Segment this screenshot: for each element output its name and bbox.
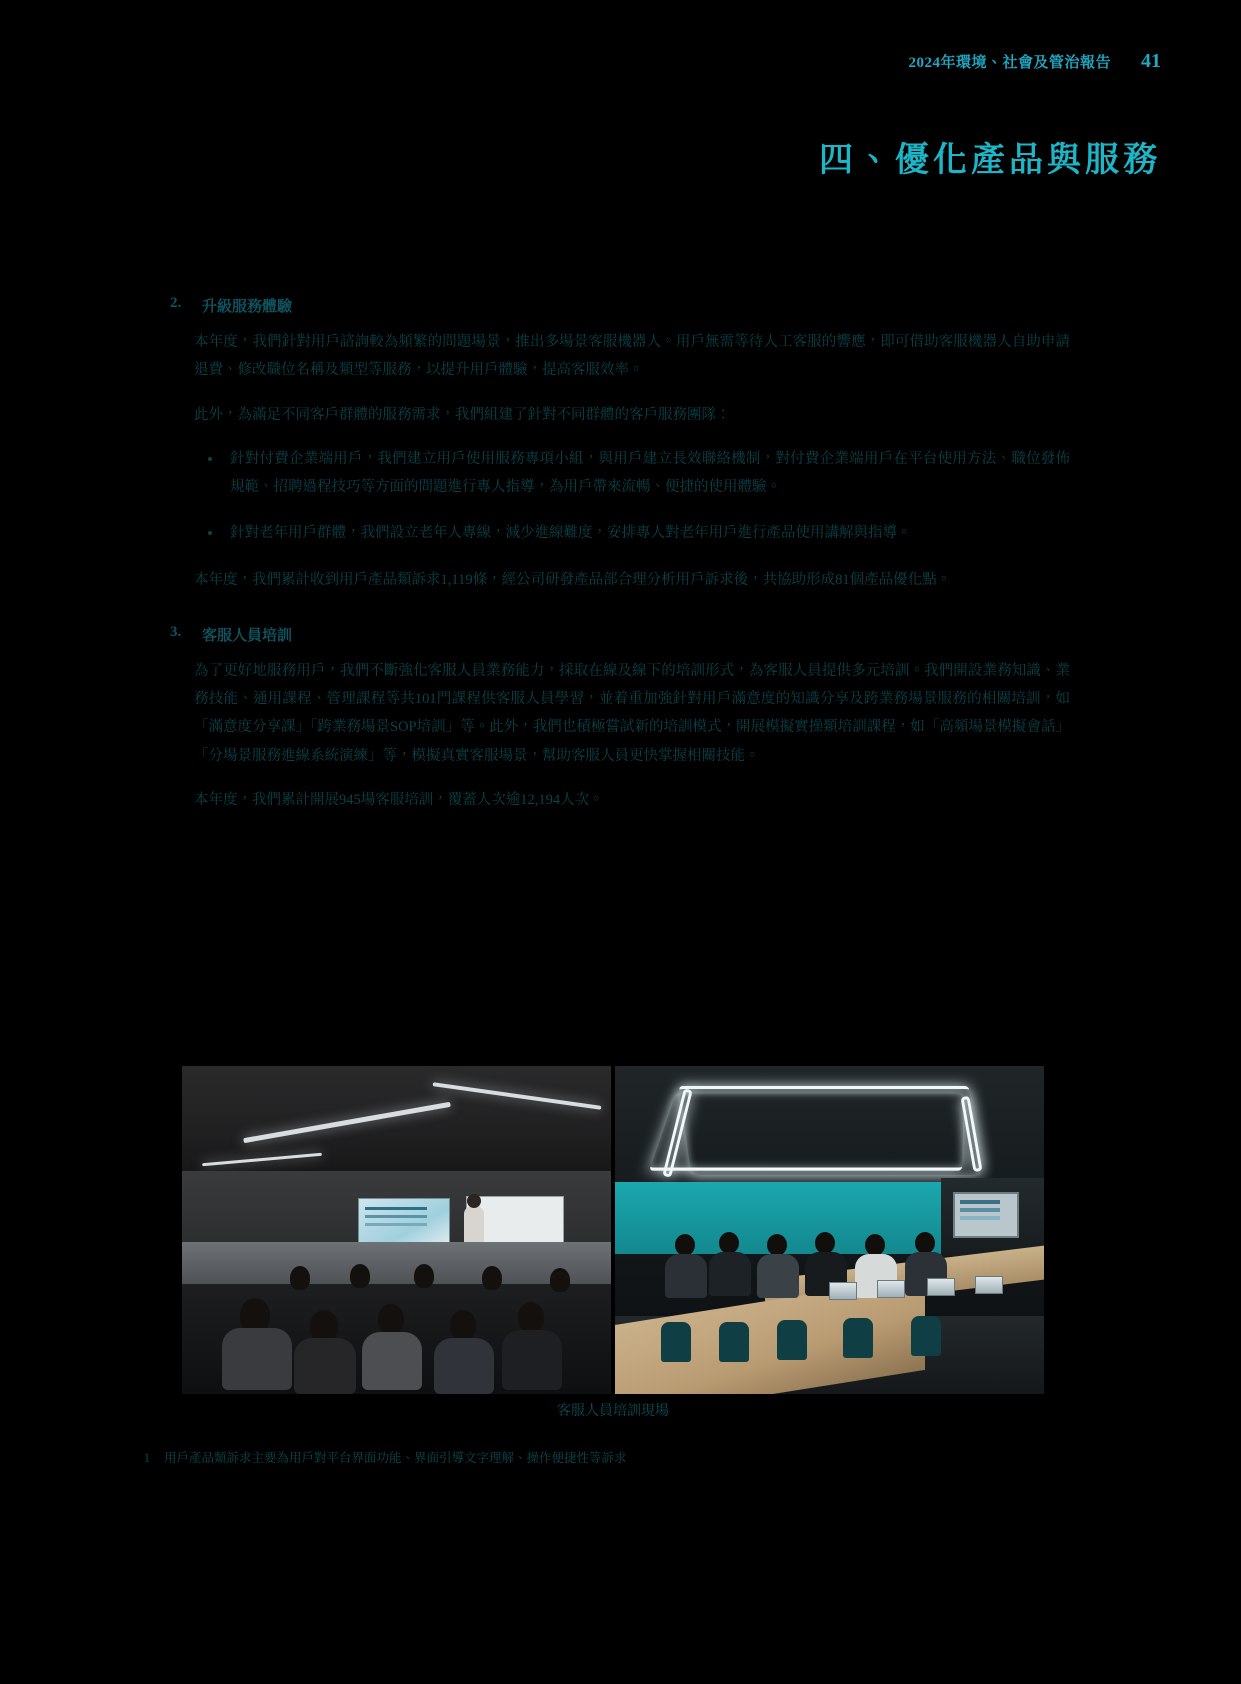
photo-attendee: [350, 1264, 370, 1288]
photo-attendee: [719, 1232, 739, 1254]
section-heading-3: [170, 624, 1070, 645]
photo-attendee: [915, 1232, 935, 1254]
photo-laptop: [927, 1278, 955, 1296]
photo-attendee: [757, 1254, 799, 1298]
section-number-3: 3.: [170, 623, 182, 640]
photo-attendee: [378, 1304, 404, 1334]
photo-attendee: [222, 1328, 292, 1390]
photo-laptop: [829, 1282, 857, 1300]
photo-attendee: [482, 1266, 502, 1290]
footnote-mark: 1: [143, 1451, 150, 1465]
photo-attendee: [709, 1252, 751, 1296]
figure-caption: 客服人員培訓現場: [557, 1404, 669, 1419]
photo-attendee: [815, 1232, 835, 1254]
list-item: 針對老年用戶群體，我們設立老年人專線，減少進線難度，安排專人對老年用戶進行產品使用講解與指導。: [194, 519, 1070, 547]
section-title-2: 升級服務體驗: [202, 299, 293, 315]
photo-chair: [777, 1320, 807, 1360]
photo-attendee: [414, 1264, 434, 1288]
list-item: 針對付費企業端用戶，我們建立用戶使用服務專項小組，與用戶建立長效聯絡機制，對付費企業端用戶在平台使用方法、職位發佈規範、招聘過程技巧等方面的問題進行專人指導，為用戶帶來流暢、便捷的使用體驗。: [194, 445, 1070, 502]
photo-chair: [719, 1322, 749, 1362]
photo-chair: [661, 1322, 691, 1362]
section-2-closing-paragraph: 本年度，我們累計收到用戶產品類訴求1,119條，經公司研發產品部合理分析用戶訴求後，共協助形成81個產品優化點。: [194, 571, 952, 588]
section-heading-2: [170, 295, 1070, 316]
footnote-text: 用戶產品類訴求主要為用戶對平台界面功能、界面引導文字理解、操作便捷性等訴求: [164, 1451, 627, 1465]
photo-attendee: [675, 1234, 695, 1256]
footnote: [110, 1448, 1070, 1468]
section-2-paragraph-2: 此外，為滿足不同客戶群體的服務需求，我們組建了針對不同群體的客戶服務團隊：: [194, 406, 731, 423]
photo-attendee: [665, 1254, 707, 1298]
section-3-paragraph-1: 為了更好地服務用戶，我們不斷強化客服人員業務能力，採取在線及線下的培訓形式，為客服人員提供多元培訓。我們開設業務知識、業務技能、通用課程、管理課程等共101門課程供客服人員學習，並着重加強針對用戶滿意度的知識分享及跨業務場景服務的相關培訓，如「滿意度分享課」「跨業務場景SOP培訓」等。此外，我們也積極嘗試新的培訓模式，開展模擬實操類培訓課程，如「高頻場景模擬會話」「分場景服務進線系統演練」等，模擬真實客服場景，幫助客服人員更快掌握相關技能。: [194, 662, 1070, 764]
page-number: 41: [1141, 50, 1161, 72]
photo-neon-light: [679, 1086, 982, 1175]
section-2-paragraph-1: 本年度，我們針對用戶諮詢較為頻繁的問題場景，推出多場景客服機器人。用戶無需等待人工客服的響應，即可借助客服機器人自助申請退費、修改職位名稱及類型等服務，以提升用戶體驗，提高客服效率。: [194, 334, 1070, 379]
section-3-paragraph-2: 本年度，我們累計開展945場客服培訓，覆蓋人次逾12,194人次。: [194, 791, 604, 808]
photo-attendee: [865, 1234, 885, 1256]
section-title-3: 客服人員培訓: [202, 627, 293, 644]
figure-image-row: [182, 1066, 1044, 1394]
photo-attendee: [518, 1302, 544, 1332]
photo-attendee: [294, 1338, 356, 1394]
photo-display-screen: [953, 1192, 1019, 1238]
photo-laptop: [877, 1280, 905, 1298]
section-2-bullet-list: [170, 445, 1070, 548]
section-number-2: 2.: [170, 295, 182, 311]
photo-attendee: [240, 1298, 270, 1332]
photo-attendee: [450, 1310, 476, 1340]
photo-attendee: [767, 1234, 787, 1256]
photo-chair: [911, 1316, 941, 1356]
report-title: 2024年環境、社會及管治報告: [908, 55, 1111, 71]
photo-attendee: [362, 1332, 422, 1390]
photo-attendee: [434, 1338, 494, 1394]
photo-chair: [843, 1318, 873, 1358]
training-photo-right: [615, 1066, 1044, 1394]
training-photo-left: [182, 1066, 611, 1394]
photo-attendee: [550, 1268, 570, 1292]
photo-attendee: [502, 1330, 562, 1390]
photo-laptop: [975, 1276, 1003, 1294]
photo-attendee: [290, 1266, 310, 1290]
chapter-title: 四、優化產品與服務: [819, 142, 1161, 179]
photo-desk-row: [182, 1242, 611, 1288]
page-content: [170, 295, 1070, 830]
page-header: [908, 50, 1161, 73]
